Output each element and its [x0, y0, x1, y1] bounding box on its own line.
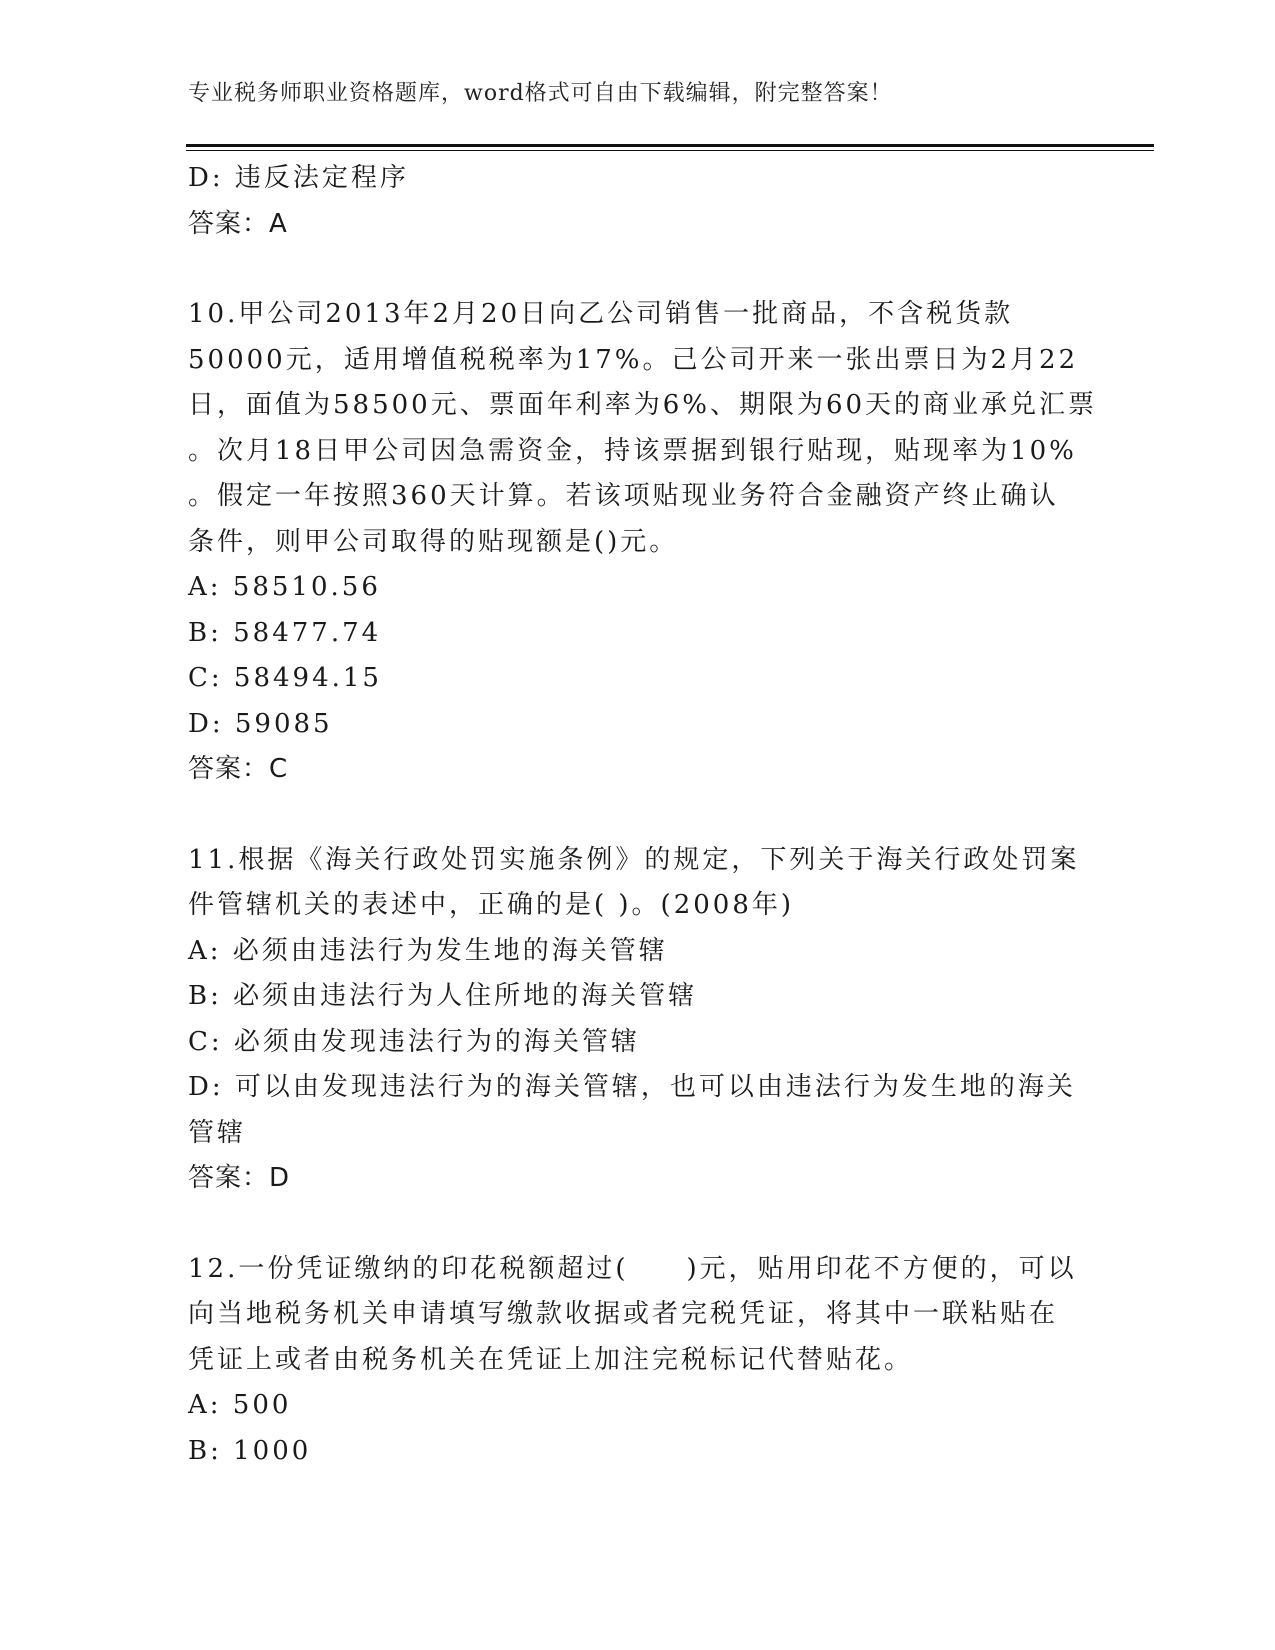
question-text-line: 件管辖机关的表述中，正确的是( )。(2008年)	[188, 890, 795, 920]
page-header: 专业税务师职业资格题库，word格式可自由下载编辑，附完整答案！	[188, 81, 893, 106]
question-text-line: 10.甲公司2013年2月20日向乙公司销售一批商品，不含税货款	[188, 299, 1014, 329]
question-12	[188, 1247, 1088, 1475]
question-10	[188, 292, 1098, 793]
question-text-line: 。假定一年按照360天计算。若该项贴现业务符合金融资产终止确认	[188, 481, 1059, 511]
question-text-line: 11.根据《海关行政处罚实施条例》的规定，下列关于海关行政处罚案	[188, 844, 1080, 875]
option-d-continuation: 管辖	[188, 1117, 247, 1148]
header-rule-thick	[186, 144, 1154, 147]
option-d: D: 59085	[188, 708, 333, 739]
option-b: B: 必须由违法行为人住所地的海关管辖	[188, 981, 698, 1011]
option-c: C: 必须由发现违法行为的海关管辖	[188, 1026, 640, 1057]
question-text-line: 向当地税务机关申请填写缴款收据或者完税凭证，将其中一联粘贴在	[188, 1299, 1059, 1329]
question-text-line: 日，面值为58500元、票面年利率为6%、期限为60天的商业承兑汇票	[188, 390, 1098, 420]
option-b: B: 1000	[188, 1435, 312, 1466]
question-text-line: 50000元，适用增值税税率为17%。己公司开来一张出票日为2月22	[188, 344, 1079, 375]
spacer	[188, 793, 1088, 838]
option-a: A: 必须由违法行为发生地的海关管辖	[188, 935, 668, 966]
prev-option-d: D: 违反法定程序	[188, 163, 409, 193]
option-b: B: 58477.74	[188, 617, 382, 648]
prev-answer: 答案：A	[188, 208, 288, 239]
spacer	[188, 1202, 1088, 1247]
header-rule-thin	[186, 150, 1154, 151]
option-a: A: 58510.56	[188, 572, 381, 602]
question-11	[188, 838, 1088, 1202]
question-text-line: 凭证上或者由税务机关在凭证上加注完税标记代替贴花。	[188, 1344, 914, 1375]
question-text-line: 条件，则甲公司取得的贴现额是()元。	[188, 526, 679, 557]
option-a: A: 500	[188, 1390, 292, 1420]
answer: 答案：C	[188, 754, 289, 784]
question-text-line: 。次月18日甲公司因急需资金，持该票据到银行贴现，贴现率为10%	[188, 435, 1077, 466]
option-d: D: 可以由发现违法行为的海关管辖，也可以由违法行为发生地的海关	[188, 1072, 1076, 1102]
question-text-line: 12.一份凭证缴纳的印花税额超过( )元，贴用印花不方便的，可以	[188, 1253, 1077, 1284]
option-c: C: 58494.15	[188, 663, 382, 693]
answer: 答案：D	[188, 1163, 291, 1193]
spacer	[188, 247, 1088, 292]
document-body	[188, 156, 1098, 1474]
